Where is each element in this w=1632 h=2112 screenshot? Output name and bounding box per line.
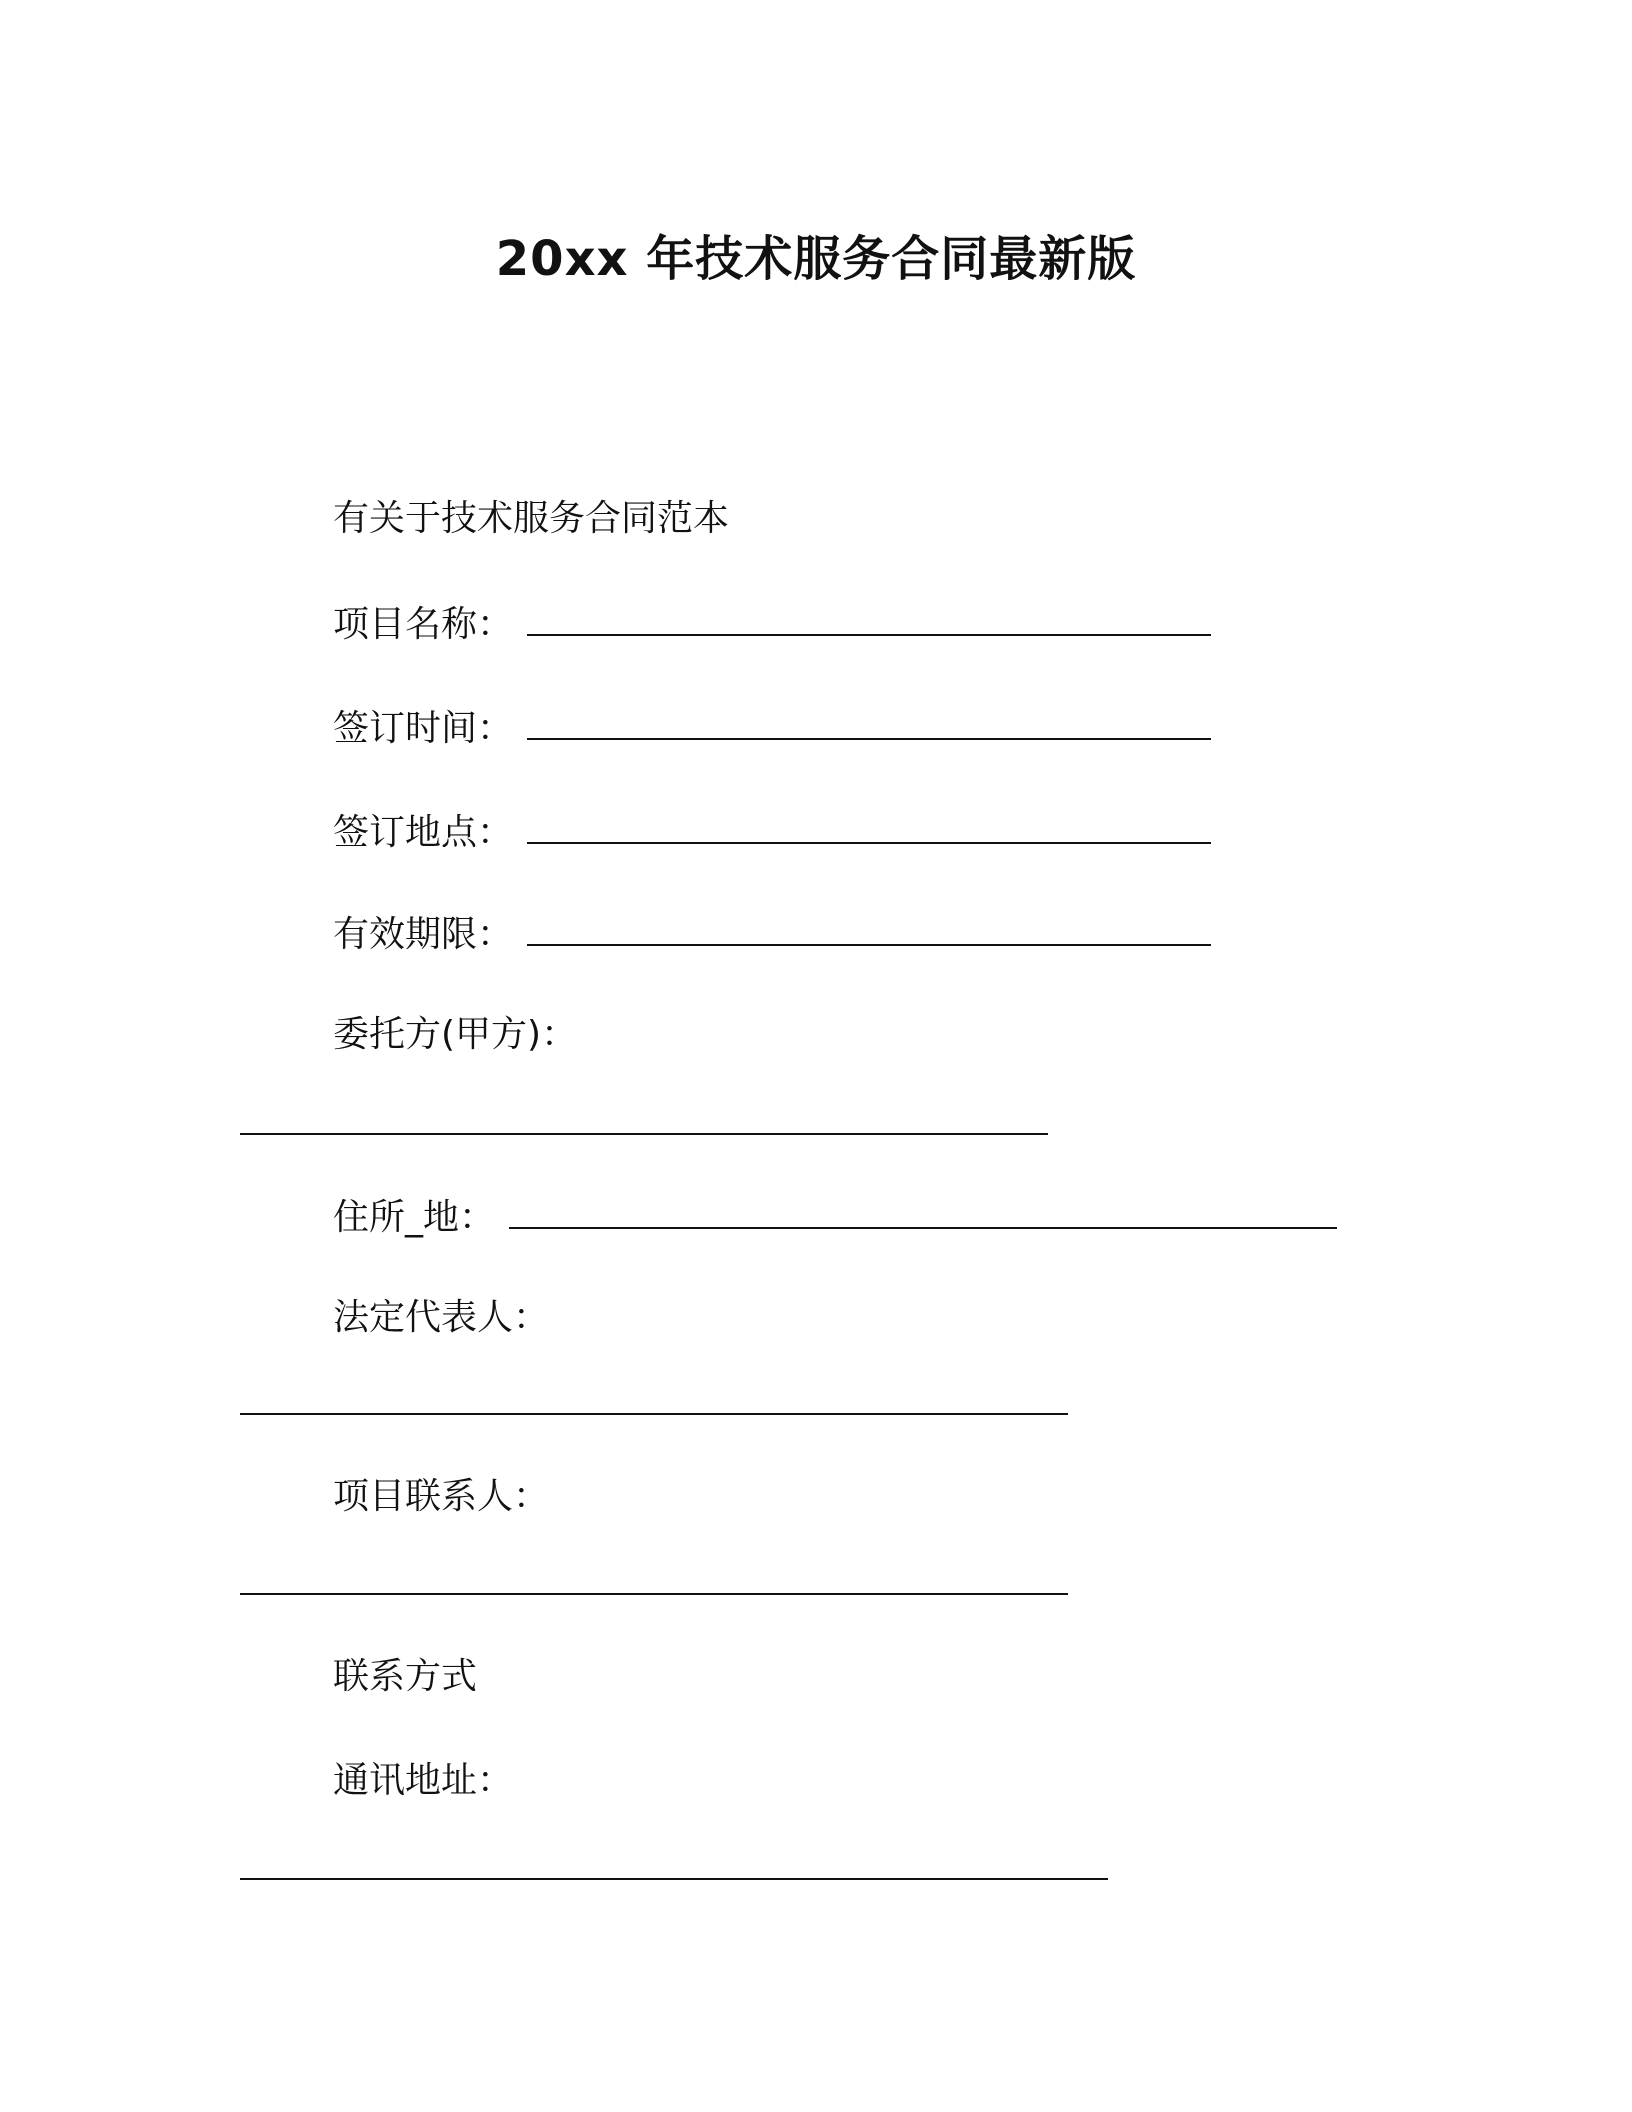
address-field: [333, 1196, 1337, 1240]
valid-period-blank[interactable]: [527, 914, 1211, 946]
project-contact-blank[interactable]: [240, 1593, 1068, 1595]
sign-place-label: 签订地点：: [333, 812, 514, 853]
document-title: 20xx 年技术服务合同最新版: [495, 231, 1137, 287]
valid-period-field: [333, 913, 1211, 957]
project-name-label: 项目名称：: [333, 604, 514, 645]
document-subtitle: 有关于技术服务合同范本: [333, 498, 730, 539]
mail-address-blank[interactable]: [240, 1878, 1108, 1880]
project-name-blank[interactable]: [527, 604, 1211, 636]
client-blank[interactable]: [240, 1133, 1048, 1135]
project-name-field: [333, 603, 1211, 647]
sign-time-label: 签订时间：: [333, 708, 514, 749]
project-contact-label: 项目联系人：: [333, 1476, 550, 1517]
valid-period-label: 有效期限：: [333, 914, 514, 955]
client-label: 委托方(甲方)：: [333, 1014, 578, 1055]
legal-rep-blank[interactable]: [240, 1413, 1068, 1415]
contact-method-label: 联系方式: [333, 1656, 478, 1697]
sign-time-field: [333, 707, 1211, 751]
sign-time-blank[interactable]: [527, 708, 1211, 740]
legal-rep-label: 法定代表人：: [333, 1297, 550, 1338]
sign-place-field: [333, 811, 1211, 855]
sign-place-blank[interactable]: [527, 812, 1211, 844]
address-label: 住所_地：: [333, 1197, 496, 1238]
address-blank[interactable]: [509, 1197, 1337, 1229]
mail-address-label: 通讯地址：: [333, 1760, 514, 1801]
